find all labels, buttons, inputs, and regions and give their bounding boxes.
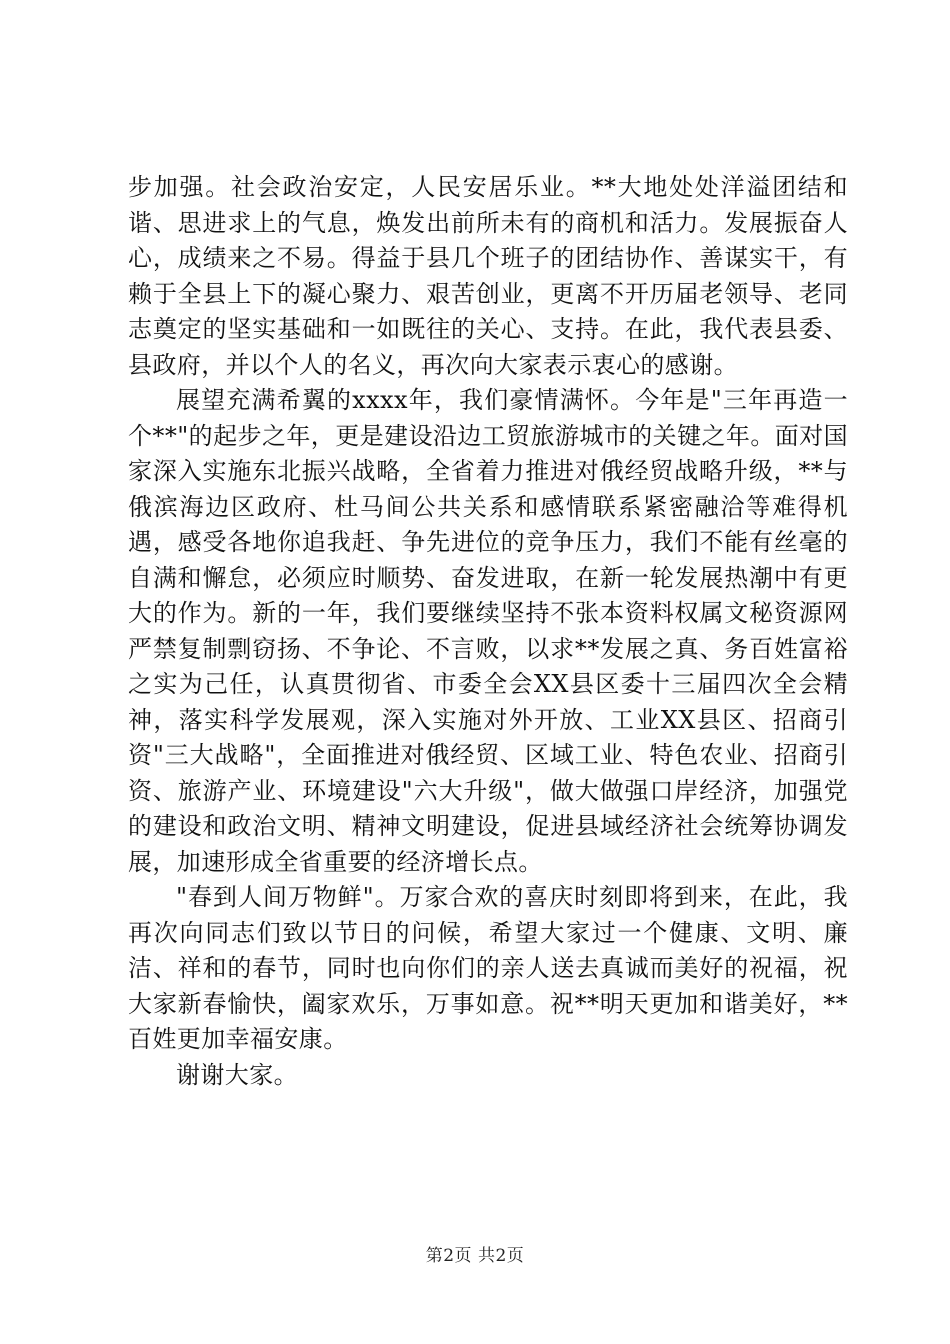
paragraph-2: 展望充满希翼的xxxx年，我们豪情满怀。今年是"三年再造一个**"的起步之年，更是建设沿边工贸旅游城市的关键之年。面对国家深入实施东北振兴战略，全省着力推进对俄经贸战略升级，**与俄滨海边区政府、杜马间公共关系和感情联系紧密融洽等难得机遇，感受各地你追我赶、争先进位的竞争压力，我们不能有丝毫的自满和懈怠，必须应时顺势、奋发进取，在新一轮发展热潮中有更大的作为。新的一年，我们要继续坚持不张本资料权属文秘资源网严禁复制剽窃扬、不争论、不言败，以求**发展之真、务百姓富裕之实为己任，认真贯彻省、市委全会XX县区委十三届四次全会精神，落实科学发展观，深入实施对外开放、工业XX县区、招商引资"三大战略"，全面推进对俄经贸、区域工业、特色农业、招商引资、旅游产业、环境建设"六大升级"，做大做强口岸经济，加强党的建设和政治文明、精神文明建设，促进县域经济社会统筹协调发展，加速形成全省重要的经济增长点。 <box>128 386 848 876</box>
paragraph-3: "春到人间万物鲜"。万家合欢的喜庆时刻即将到来，在此，我再次向同志们致以节日的问候，希望大家过一个健康、文明、廉洁、祥和的春节，同时也向你们的亲人送去真诚而美好的祝福，祝大家新春愉快，阖家欢乐，万事如意。祝**明天更加和谐美好，**百姓更加幸福安康。 <box>128 883 848 1053</box>
paragraph-4: 谢谢大家。 <box>176 1060 298 1089</box>
paragraph-1: 步加强。社会政治安定，人民安居乐业。**大地处处洋溢团结和谐、思进求上的气息，焕发出前所未有的商机和活力。发展振奋人心，成绩来之不易。得益于县几个班子的团结协作、善谋实干，有赖于全县上下的凝心聚力、艰苦创业，更离不开历届老领导、老同志奠定的坚实基础和一如既往的关心、支持。在此，我代表县委、县政府，并以个人的名义，再次向大家表示衷心的感谢。 <box>128 173 848 379</box>
page-number-footer: 第2页 共2页 <box>425 1246 525 1266</box>
document-body <box>128 170 848 1093</box>
